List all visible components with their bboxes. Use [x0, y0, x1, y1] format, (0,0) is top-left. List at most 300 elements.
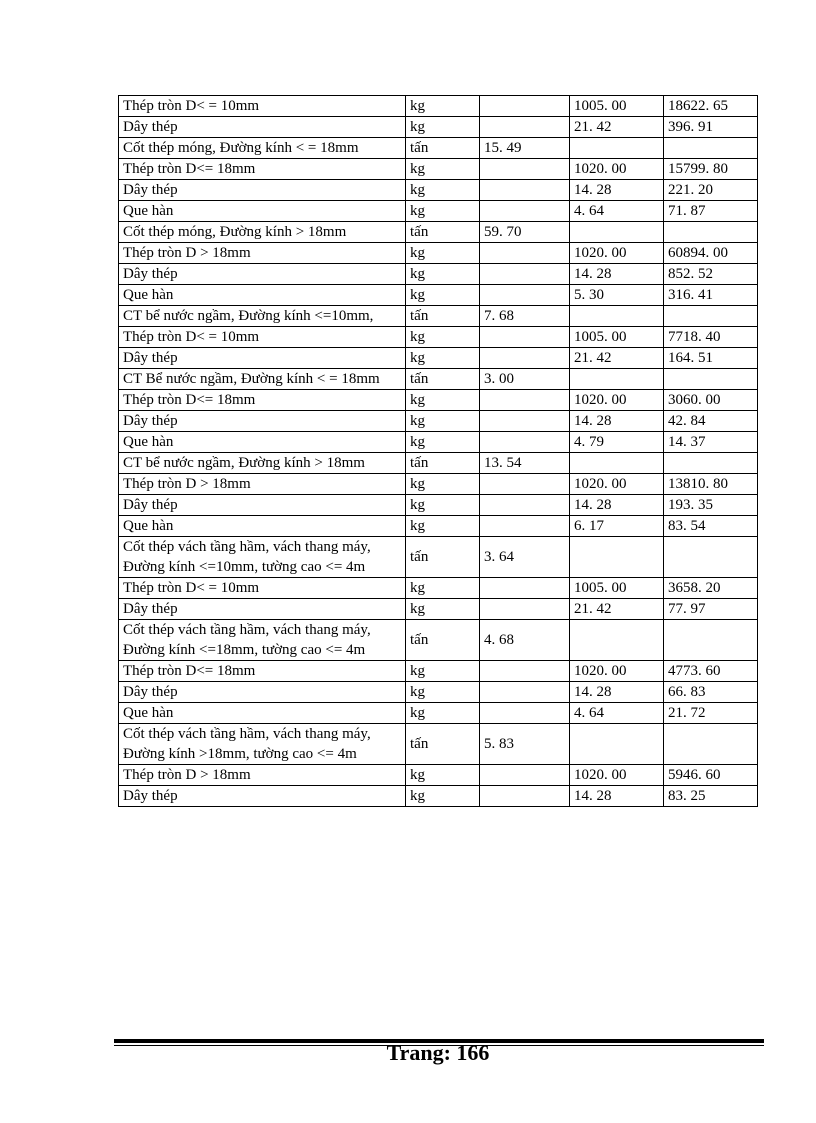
total-cell [664, 222, 758, 243]
norm-text: 1020. 00 [574, 476, 627, 492]
table-row [119, 264, 758, 285]
unit-text: kg [410, 245, 425, 261]
total-cell [664, 537, 758, 578]
item-name-text: Thép tròn D > 18mm [123, 767, 251, 783]
table-row [119, 620, 758, 661]
item-name-text: CT bể nước ngầm, Đường kính <=10mm, [123, 308, 374, 324]
table-row [119, 495, 758, 516]
unit-text: kg [410, 663, 425, 679]
norm-text: 21. 42 [574, 601, 612, 617]
unit-cell [406, 327, 480, 348]
unit-cell [406, 306, 480, 327]
item-name-text: Cốt thép vách tầng hầm, vách thang máy, Đường kính <=10mm, tường cao <= 4m [123, 539, 371, 575]
unit-text: tấn [410, 224, 429, 240]
table-row [119, 369, 758, 390]
norm-text: 14. 28 [574, 788, 612, 804]
norm-cell [570, 327, 664, 348]
total-cell [664, 285, 758, 306]
item-name-cell [119, 117, 406, 138]
material-table [118, 95, 758, 807]
item-name-cell [119, 159, 406, 180]
unit-cell [406, 432, 480, 453]
norm-cell [570, 724, 664, 765]
total-text: 7718. 40 [668, 329, 721, 345]
norm-cell [570, 599, 664, 620]
norm-text: 1005. 00 [574, 98, 627, 114]
item-name-cell [119, 495, 406, 516]
norm-cell [570, 786, 664, 807]
item-name-text: Dây thép [123, 413, 178, 429]
total-text: 4773. 60 [668, 663, 721, 679]
item-name-text: Thép tròn D< = 10mm [123, 98, 260, 114]
table-row [119, 682, 758, 703]
item-name-cell [119, 620, 406, 661]
item-name-cell [119, 348, 406, 369]
unit-text: kg [410, 98, 425, 114]
item-name-cell [119, 222, 406, 243]
total-cell [664, 327, 758, 348]
total-cell [664, 620, 758, 661]
quantity-cell [480, 495, 570, 516]
item-name-text: CT Bể nước ngầm, Đường kính < = 18mm [123, 371, 380, 387]
quantity-cell [480, 138, 570, 159]
unit-text: kg [410, 182, 425, 198]
item-name-cell [119, 453, 406, 474]
quantity-text: 3. 00 [484, 371, 514, 387]
total-text: 193. 35 [668, 497, 713, 513]
unit-text: tấn [410, 371, 429, 387]
quantity-text: 4. 68 [484, 632, 514, 648]
total-cell [664, 96, 758, 117]
norm-text: 21. 42 [574, 119, 612, 135]
total-cell [664, 390, 758, 411]
table-row [119, 201, 758, 222]
item-name-cell [119, 327, 406, 348]
quantity-text: 15. 49 [484, 140, 522, 156]
norm-cell [570, 180, 664, 201]
quantity-cell [480, 369, 570, 390]
unit-cell [406, 264, 480, 285]
unit-text: kg [410, 518, 425, 534]
total-cell [664, 348, 758, 369]
total-text: 66. 83 [668, 684, 706, 700]
unit-cell [406, 495, 480, 516]
unit-cell [406, 369, 480, 390]
unit-text: kg [410, 266, 425, 282]
unit-text: kg [410, 287, 425, 303]
table-row [119, 327, 758, 348]
total-cell [664, 703, 758, 724]
norm-text: 1020. 00 [574, 663, 627, 679]
quantity-cell [480, 390, 570, 411]
norm-cell [570, 682, 664, 703]
item-name-cell [119, 682, 406, 703]
unit-text: kg [410, 392, 425, 408]
unit-text: kg [410, 161, 425, 177]
item-name-cell [119, 516, 406, 537]
norm-cell [570, 474, 664, 495]
unit-cell [406, 516, 480, 537]
table-row [119, 390, 758, 411]
total-text: 15799. 80 [668, 161, 728, 177]
unit-cell [406, 703, 480, 724]
norm-text: 1020. 00 [574, 767, 627, 783]
norm-text: 1020. 00 [574, 392, 627, 408]
total-text: 42. 84 [668, 413, 706, 429]
total-text: 221. 20 [668, 182, 713, 198]
quantity-cell [480, 159, 570, 180]
norm-cell [570, 411, 664, 432]
table-row [119, 724, 758, 765]
item-name-cell [119, 96, 406, 117]
unit-cell [406, 620, 480, 661]
unit-text: kg [410, 767, 425, 783]
norm-cell [570, 390, 664, 411]
unit-cell [406, 390, 480, 411]
norm-text: 14. 28 [574, 497, 612, 513]
norm-cell [570, 620, 664, 661]
unit-cell [406, 537, 480, 578]
total-text: 13810. 80 [668, 476, 728, 492]
total-cell [664, 786, 758, 807]
total-text: 5946. 60 [668, 767, 721, 783]
item-name-text: Cốt thép móng, Đường kính < = 18mm [123, 140, 359, 156]
item-name-cell [119, 243, 406, 264]
norm-cell [570, 201, 664, 222]
norm-text: 4. 64 [574, 705, 604, 721]
total-text: 77. 97 [668, 601, 706, 617]
quantity-cell [480, 306, 570, 327]
table-row [119, 765, 758, 786]
quantity-cell [480, 599, 570, 620]
material-table-body [119, 96, 758, 807]
item-name-text: Dây thép [123, 684, 178, 700]
item-name-text: Dây thép [123, 601, 178, 617]
item-name-text: Thép tròn D< = 10mm [123, 329, 260, 345]
unit-cell [406, 765, 480, 786]
item-name-cell [119, 201, 406, 222]
quantity-cell [480, 348, 570, 369]
quantity-cell [480, 661, 570, 682]
unit-text: tấn [410, 549, 429, 565]
unit-cell [406, 117, 480, 138]
total-text: 83. 54 [668, 518, 706, 534]
item-name-text: Thép tròn D > 18mm [123, 476, 251, 492]
quantity-cell [480, 243, 570, 264]
table-row [119, 243, 758, 264]
table-row [119, 159, 758, 180]
table-row [119, 578, 758, 599]
norm-text: 6. 17 [574, 518, 604, 534]
unit-text: tấn [410, 632, 429, 648]
total-cell [664, 180, 758, 201]
norm-cell [570, 138, 664, 159]
unit-cell [406, 411, 480, 432]
total-cell [664, 264, 758, 285]
item-name-cell [119, 474, 406, 495]
unit-text: tấn [410, 455, 429, 471]
quantity-cell [480, 682, 570, 703]
unit-cell [406, 285, 480, 306]
unit-cell [406, 786, 480, 807]
item-name-text: Que hàn [123, 434, 174, 450]
unit-cell [406, 222, 480, 243]
quantity-cell [480, 765, 570, 786]
norm-cell [570, 661, 664, 682]
norm-text: 1005. 00 [574, 329, 627, 345]
item-name-text: Que hàn [123, 203, 174, 219]
total-text: 3658. 20 [668, 580, 721, 596]
item-name-text: Cốt thép móng, Đường kính > 18mm [123, 224, 347, 240]
norm-cell [570, 453, 664, 474]
table-row [119, 222, 758, 243]
table-row [119, 432, 758, 453]
total-text: 18622. 65 [668, 98, 728, 114]
total-cell [664, 474, 758, 495]
norm-text: 14. 28 [574, 182, 612, 198]
page-number: Trang: 166 [386, 1040, 490, 1065]
item-name-text: Thép tròn D<= 18mm [123, 663, 256, 679]
total-cell [664, 578, 758, 599]
quantity-cell [480, 180, 570, 201]
unit-text: kg [410, 497, 425, 513]
unit-text: tấn [410, 140, 429, 156]
norm-cell [570, 369, 664, 390]
unit-text: tấn [410, 736, 429, 752]
total-cell [664, 243, 758, 264]
total-text: 14. 37 [668, 434, 706, 450]
quantity-cell [480, 96, 570, 117]
table-row [119, 285, 758, 306]
norm-text: 14. 28 [574, 266, 612, 282]
norm-text: 21. 42 [574, 350, 612, 366]
unit-cell [406, 96, 480, 117]
total-text: 164. 51 [668, 350, 713, 366]
norm-text: 1005. 00 [574, 580, 627, 596]
table-row [119, 348, 758, 369]
item-name-cell [119, 765, 406, 786]
total-cell [664, 765, 758, 786]
norm-text: 1020. 00 [574, 245, 627, 261]
norm-cell [570, 159, 664, 180]
item-name-text: CT bể nước ngầm, Đường kính > 18mm [123, 455, 365, 471]
unit-text: kg [410, 580, 425, 596]
quantity-cell [480, 703, 570, 724]
unit-cell [406, 348, 480, 369]
total-cell [664, 682, 758, 703]
quantity-text: 7. 68 [484, 308, 514, 324]
unit-cell [406, 724, 480, 765]
unit-cell [406, 243, 480, 264]
unit-cell [406, 682, 480, 703]
unit-text: kg [410, 203, 425, 219]
item-name-cell [119, 599, 406, 620]
item-name-text: Dây thép [123, 182, 178, 198]
unit-text: kg [410, 601, 425, 617]
total-cell [664, 516, 758, 537]
quantity-cell [480, 411, 570, 432]
quantity-cell [480, 474, 570, 495]
item-name-cell [119, 369, 406, 390]
total-text: 60894. 00 [668, 245, 728, 261]
item-name-cell [119, 578, 406, 599]
unit-cell [406, 474, 480, 495]
table-row [119, 180, 758, 201]
unit-cell [406, 599, 480, 620]
unit-text: kg [410, 119, 425, 135]
norm-cell [570, 432, 664, 453]
norm-cell [570, 578, 664, 599]
total-cell [664, 432, 758, 453]
total-cell [664, 201, 758, 222]
item-name-cell [119, 786, 406, 807]
total-cell [664, 138, 758, 159]
norm-cell [570, 516, 664, 537]
norm-cell [570, 243, 664, 264]
quantity-text: 13. 54 [484, 455, 522, 471]
unit-cell [406, 453, 480, 474]
unit-text: kg [410, 705, 425, 721]
norm-cell [570, 765, 664, 786]
unit-cell [406, 661, 480, 682]
item-name-text: Cốt thép vách tầng hầm, vách thang máy, Đường kính >18mm, tường cao <= 4m [123, 726, 371, 762]
table-row [119, 453, 758, 474]
unit-text: kg [410, 413, 425, 429]
unit-cell [406, 201, 480, 222]
item-name-cell [119, 285, 406, 306]
total-text: 396. 91 [668, 119, 713, 135]
table-row [119, 411, 758, 432]
item-name-cell [119, 411, 406, 432]
unit-text: kg [410, 329, 425, 345]
item-name-text: Thép tròn D<= 18mm [123, 392, 256, 408]
item-name-text: Thép tròn D > 18mm [123, 245, 251, 261]
item-name-text: Dây thép [123, 350, 178, 366]
norm-text: 14. 28 [574, 413, 612, 429]
norm-text: 1020. 00 [574, 161, 627, 177]
total-cell [664, 306, 758, 327]
item-name-cell [119, 703, 406, 724]
item-name-text: Thép tròn D<= 18mm [123, 161, 256, 177]
quantity-text: 5. 83 [484, 736, 514, 752]
norm-text: 4. 64 [574, 203, 604, 219]
quantity-cell [480, 327, 570, 348]
quantity-cell [480, 264, 570, 285]
quantity-cell [480, 285, 570, 306]
norm-cell [570, 348, 664, 369]
quantity-cell [480, 432, 570, 453]
table-row [119, 306, 758, 327]
total-text: 83. 25 [668, 788, 706, 804]
quantity-cell [480, 516, 570, 537]
item-name-cell [119, 264, 406, 285]
total-cell [664, 453, 758, 474]
norm-cell [570, 96, 664, 117]
table-row [119, 474, 758, 495]
item-name-text: Dây thép [123, 119, 178, 135]
quantity-cell [480, 578, 570, 599]
item-name-cell [119, 138, 406, 159]
item-name-text: Que hàn [123, 287, 174, 303]
table-row [119, 138, 758, 159]
unit-cell [406, 159, 480, 180]
total-cell [664, 411, 758, 432]
quantity-text: 59. 70 [484, 224, 522, 240]
item-name-cell [119, 180, 406, 201]
norm-cell [570, 306, 664, 327]
table-row [119, 96, 758, 117]
item-name-cell [119, 537, 406, 578]
total-cell [664, 117, 758, 138]
quantity-text: 3. 64 [484, 549, 514, 565]
item-name-text: Que hàn [123, 705, 174, 721]
item-name-cell [119, 724, 406, 765]
norm-text: 5. 30 [574, 287, 604, 303]
unit-text: kg [410, 434, 425, 450]
item-name-cell [119, 306, 406, 327]
norm-text: 14. 28 [574, 684, 612, 700]
unit-cell [406, 180, 480, 201]
total-cell [664, 661, 758, 682]
unit-text: kg [410, 684, 425, 700]
quantity-cell [480, 222, 570, 243]
total-text: 316. 41 [668, 287, 713, 303]
total-text: 21. 72 [668, 705, 706, 721]
unit-text: kg [410, 350, 425, 366]
item-name-text: Dây thép [123, 266, 178, 282]
quantity-cell [480, 537, 570, 578]
total-cell [664, 369, 758, 390]
unit-text: tấn [410, 308, 429, 324]
norm-text: 4. 79 [574, 434, 604, 450]
total-cell [664, 724, 758, 765]
norm-cell [570, 703, 664, 724]
quantity-cell [480, 201, 570, 222]
unit-text: kg [410, 476, 425, 492]
table-row [119, 537, 758, 578]
quantity-cell [480, 786, 570, 807]
norm-cell [570, 537, 664, 578]
norm-cell [570, 222, 664, 243]
norm-cell [570, 117, 664, 138]
table-row [119, 516, 758, 537]
item-name-text: Que hàn [123, 518, 174, 534]
item-name-text: Dây thép [123, 497, 178, 513]
unit-text: kg [410, 788, 425, 804]
total-text: 3060. 00 [668, 392, 721, 408]
norm-cell [570, 285, 664, 306]
table-row [119, 599, 758, 620]
item-name-text: Thép tròn D< = 10mm [123, 580, 260, 596]
total-text: 852. 52 [668, 266, 713, 282]
unit-cell [406, 138, 480, 159]
item-name-cell [119, 661, 406, 682]
unit-cell [406, 578, 480, 599]
quantity-cell [480, 117, 570, 138]
total-text: 71. 87 [668, 203, 706, 219]
total-cell [664, 159, 758, 180]
table-row [119, 661, 758, 682]
table-row [119, 786, 758, 807]
norm-cell [570, 264, 664, 285]
norm-cell [570, 495, 664, 516]
item-name-cell [119, 390, 406, 411]
total-cell [664, 495, 758, 516]
table-row [119, 117, 758, 138]
item-name-cell [119, 432, 406, 453]
quantity-cell [480, 453, 570, 474]
total-cell [664, 599, 758, 620]
